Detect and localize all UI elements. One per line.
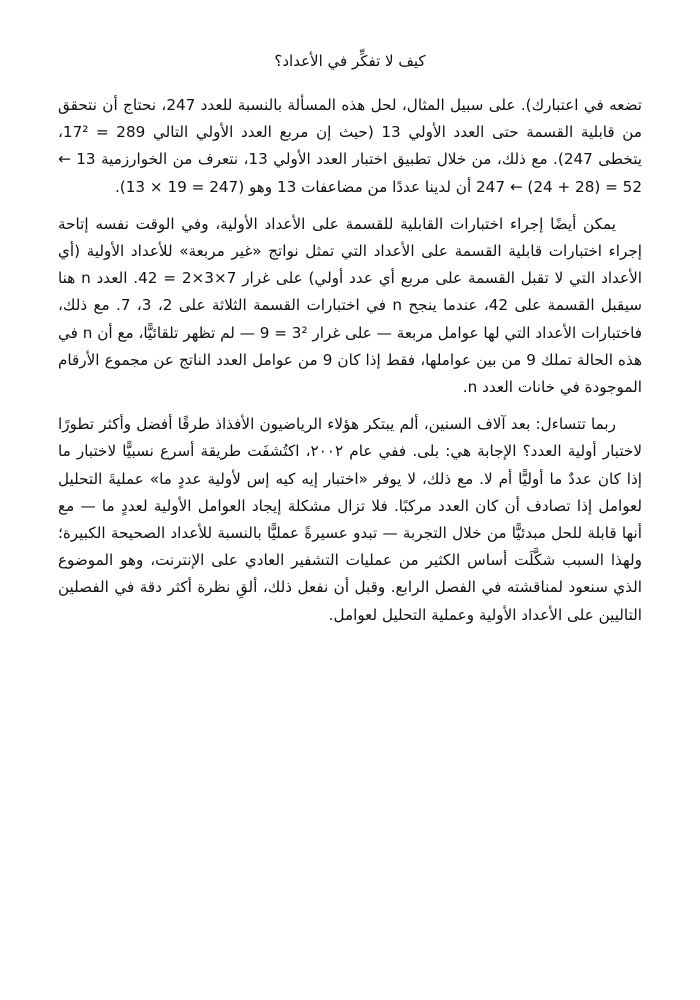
- body-text: [58, 92, 642, 639]
- paragraph-1: تضعه في اعتبارك). على سبيل المثال، لحل هذه المسألة بالنسبة للعدد 247، نحتاج أن نتحقق من قابلية القسمة حتى العدد الأولي 13 (حيث إن مربع العدد الأولي التالي 289 = 17²، يتخطى 247). مع ذلك، من خلال تطبيق اختبار العدد الأولي 13، نتعرف من الخوارزمية 13 ← 52 = (28 + 24) ← 247 أن لدينا عددًا من مضاعفات 13 وهو (247 = 19 × 13).: [58, 96, 643, 196]
- paragraph-2: يمكن أيضًا إجراء اختبارات القابلية للقسمة على الأعداد الأولية، وفي الوقت نفسه إتاحة إجراء اختبارات قابلية القسمة على الأعداد التي تمثل نواتج «غير مربعة» للأعداد الأولية (أي الأعداد التي لا تقبل القسمة على مربع أي عدد أولي) على غرار 7×3×2 = 42. العدد n هنا سيقبل القسمة على 42، عندما ينجح n في اختبارات القسمة الثلاثة على 2، 3، 7. مع ذلك، فاختبارات الأعداد التي لها عوامل مربعة — على غرار 3² = 9 — لم تظهر تلقائيًّا، مع أن n في هذه الحالة تملك 9 من بين عواملها، فقط إذا كان 9 من عوامل العدد الناتج عن مجموع الأرقام الموجودة في خانات العدد n.: [58, 214, 643, 397]
- running-header: كيف لا تفكِّر في الأعداد؟: [274, 52, 426, 70]
- paragraph-3: ربما تتساءل: بعد آلاف السنين، ألم يبتكر هؤلاء الرياضيون الأفذاذ طرقًا أفضل وأكثر تطورًا لاختبار أولية العدد؟ الإجابة هي: بلى. ففي عام ٢٠٠٢، اكتُشفَت طريقة أسرع نسبيًّا لاختبار ما إذا كان عددٌ ما أوليًّا أم لا. مع ذلك، لا يوفر «اختبار إيه كيه إس لأولية عددٍ ما» عمليةَ التحليل لعوامل إذا تصادف أن كان العدد مركبًا. فلا تزال مشكلة إيجاد العوامل الأولية لعددٍ ما — مع أنها قابلة للحل مبدئيًّا من خلال التجربة — تبدو عسيرةً عمليًّا بالنسبة للأعداد الصحيحة الكبيرة؛ ولهذا السبب شكَّلَت أساس الكثير من عمليات التشفير العادي على الإنترنت، وهو الموضوع الذي سنعود لمناقشته في الفصل الرابع. وقبل أن نفعل ذلك، ألقِ نظرة أكثر دقة في الفصلين التاليين على الأعداد الأولية وعملية التحليل لعوامل.: [58, 415, 642, 624]
